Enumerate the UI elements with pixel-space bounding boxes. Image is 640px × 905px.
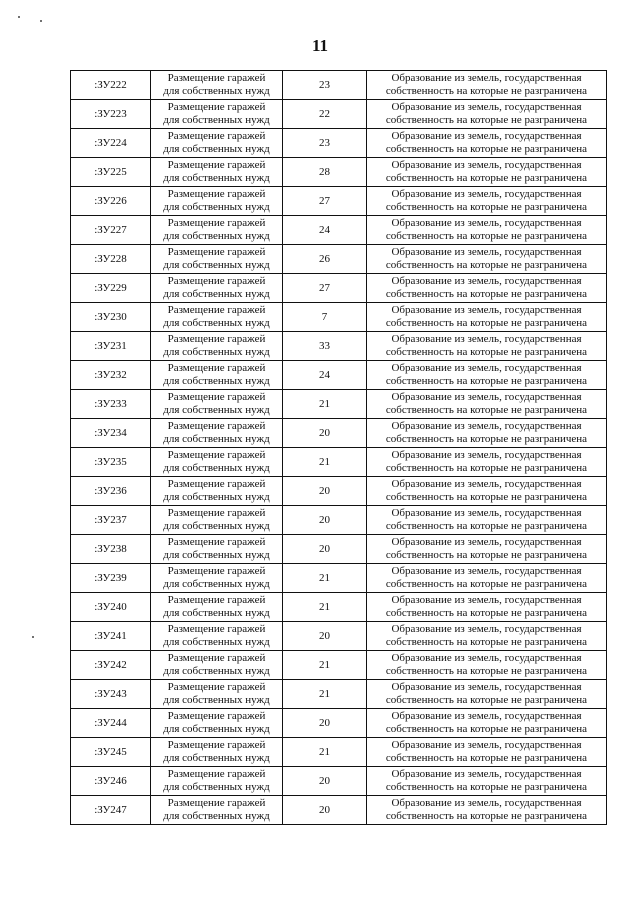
formation-method-line: Образование из земель, государственная	[391, 536, 582, 548]
permitted-use-line: для собственных нужд	[163, 230, 270, 242]
formation-method-line: Образование из земель, государственная	[391, 710, 582, 722]
area-cell: 7	[283, 303, 367, 332]
area-cell: 23	[283, 71, 367, 100]
formation-method-line: Образование из земель, государственная	[391, 188, 582, 200]
plot-id-cell: :ЗУ224	[71, 129, 151, 158]
formation-method-line: собственность на которые не разграничена	[385, 288, 588, 300]
permitted-use-line: для собственных нужд	[163, 317, 270, 329]
formation-method-cell	[367, 274, 607, 303]
formation-method-cell	[367, 71, 607, 100]
area-cell: 21	[283, 651, 367, 680]
table-row	[71, 477, 607, 506]
table-row	[71, 361, 607, 390]
table-row	[71, 100, 607, 129]
plot-id-cell: :ЗУ226	[71, 187, 151, 216]
formation-method-cell	[367, 622, 607, 651]
permitted-use-line: для собственных нужд	[163, 549, 270, 561]
table-row	[71, 651, 607, 680]
formation-method-line: собственность на которые не разграничена	[385, 665, 588, 677]
permitted-use-line: для собственных нужд	[163, 491, 270, 503]
area-cell: 20	[283, 796, 367, 825]
table-row	[71, 390, 607, 419]
area-cell: 20	[283, 477, 367, 506]
formation-method-line: Образование из земель, государственная	[391, 72, 582, 84]
area-cell: 26	[283, 245, 367, 274]
permitted-use-line: Размещение гаражей	[167, 101, 266, 113]
plot-id-cell: :ЗУ237	[71, 506, 151, 535]
permitted-use-line: Размещение гаражей	[167, 420, 266, 432]
formation-method-line: собственность на которые не разграничена	[385, 114, 588, 126]
formation-method-cell	[367, 506, 607, 535]
formation-method-line: собственность на которые не разграничена	[385, 433, 588, 445]
table-row	[71, 332, 607, 361]
plot-id-cell: :ЗУ244	[71, 709, 151, 738]
permitted-use-cell	[151, 245, 283, 274]
permitted-use-line: для собственных нужд	[163, 259, 270, 271]
table-row	[71, 129, 607, 158]
permitted-use-cell	[151, 216, 283, 245]
table-row	[71, 506, 607, 535]
area-cell: 21	[283, 593, 367, 622]
area-cell: 24	[283, 361, 367, 390]
permitted-use-line: для собственных нужд	[163, 462, 270, 474]
area-cell: 22	[283, 100, 367, 129]
table-row	[71, 245, 607, 274]
table-row	[71, 709, 607, 738]
formation-method-line: Образование из земель, государственная	[391, 275, 582, 287]
permitted-use-line: Размещение гаражей	[167, 159, 266, 171]
plot-id-cell: :ЗУ225	[71, 158, 151, 187]
permitted-use-line: для собственных нужд	[163, 288, 270, 300]
permitted-use-line: Размещение гаражей	[167, 275, 266, 287]
permitted-use-line: для собственных нужд	[163, 346, 270, 358]
area-cell: 20	[283, 622, 367, 651]
permitted-use-line: Размещение гаражей	[167, 217, 266, 229]
table-row	[71, 767, 607, 796]
permitted-use-cell	[151, 71, 283, 100]
table-row	[71, 158, 607, 187]
formation-method-line: Образование из земель, государственная	[391, 739, 582, 751]
formation-method-line: Образование из земель, государственная	[391, 159, 582, 171]
formation-method-cell	[367, 651, 607, 680]
permitted-use-line: Размещение гаражей	[167, 681, 266, 693]
permitted-use-line: Размещение гаражей	[167, 188, 266, 200]
formation-method-cell	[367, 564, 607, 593]
formation-method-line: собственность на которые не разграничена	[385, 85, 588, 97]
permitted-use-line: для собственных нужд	[163, 752, 270, 764]
formation-method-line: Образование из земель, государственная	[391, 623, 582, 635]
area-cell: 21	[283, 738, 367, 767]
permitted-use-line: для собственных нужд	[163, 201, 270, 213]
formation-method-cell	[367, 796, 607, 825]
permitted-use-line: для собственных нужд	[163, 114, 270, 126]
permitted-use-line: для собственных нужд	[163, 636, 270, 648]
permitted-use-cell	[151, 361, 283, 390]
permitted-use-line: для собственных нужд	[163, 520, 270, 532]
area-cell: 21	[283, 390, 367, 419]
table-row	[71, 564, 607, 593]
permitted-use-cell	[151, 622, 283, 651]
plot-id-cell: :ЗУ222	[71, 71, 151, 100]
formation-method-line: Образование из земель, государственная	[391, 507, 582, 519]
permitted-use-line: Размещение гаражей	[167, 304, 266, 316]
scan-speck	[32, 636, 34, 638]
area-cell: 21	[283, 448, 367, 477]
permitted-use-line: Размещение гаражей	[167, 362, 266, 374]
plot-id-cell: :ЗУ243	[71, 680, 151, 709]
permitted-use-line: Размещение гаражей	[167, 72, 266, 84]
formation-method-line: Образование из земель, государственная	[391, 391, 582, 403]
permitted-use-line: Размещение гаражей	[167, 594, 266, 606]
table-row	[71, 216, 607, 245]
formation-method-cell	[367, 187, 607, 216]
area-cell: 20	[283, 506, 367, 535]
permitted-use-line: для собственных нужд	[163, 607, 270, 619]
permitted-use-line: Размещение гаражей	[167, 391, 266, 403]
table-row	[71, 593, 607, 622]
area-cell: 27	[283, 187, 367, 216]
permitted-use-line: Размещение гаражей	[167, 536, 266, 548]
plot-id-cell: :ЗУ240	[71, 593, 151, 622]
permitted-use-line: Размещение гаражей	[167, 739, 266, 751]
permitted-use-line: для собственных нужд	[163, 172, 270, 184]
formation-method-cell	[367, 709, 607, 738]
permitted-use-cell	[151, 187, 283, 216]
area-cell: 33	[283, 332, 367, 361]
formation-method-line: Образование из земель, государственная	[391, 594, 582, 606]
formation-method-line: Образование из земель, государственная	[391, 304, 582, 316]
formation-method-line: Образование из земель, государственная	[391, 130, 582, 142]
area-cell: 28	[283, 158, 367, 187]
table-row	[71, 448, 607, 477]
formation-method-line: Образование из земель, государственная	[391, 217, 582, 229]
area-cell: 20	[283, 535, 367, 564]
plot-id-cell: :ЗУ230	[71, 303, 151, 332]
formation-method-cell	[367, 129, 607, 158]
formation-method-cell	[367, 303, 607, 332]
formation-method-line: Образование из земель, государственная	[391, 565, 582, 577]
formation-method-line: собственность на которые не разграничена	[385, 172, 588, 184]
permitted-use-line: Размещение гаражей	[167, 710, 266, 722]
formation-method-line: Образование из земель, государственная	[391, 101, 582, 113]
formation-method-line: собственность на которые не разграничена	[385, 201, 588, 213]
plot-id-cell: :ЗУ229	[71, 274, 151, 303]
formation-method-line: Образование из земель, государственная	[391, 362, 582, 374]
scan-speck	[18, 16, 20, 18]
plot-id-cell: :ЗУ247	[71, 796, 151, 825]
permitted-use-line: для собственных нужд	[163, 694, 270, 706]
permitted-use-line: Размещение гаражей	[167, 333, 266, 345]
permitted-use-line: Размещение гаражей	[167, 507, 266, 519]
formation-method-cell	[367, 738, 607, 767]
table-row	[71, 680, 607, 709]
formation-method-line: Образование из земель, государственная	[391, 652, 582, 664]
formation-method-line: собственность на которые не разграничена	[385, 143, 588, 155]
formation-method-cell	[367, 390, 607, 419]
formation-method-line: собственность на которые не разграничена	[385, 723, 588, 735]
table-row	[71, 738, 607, 767]
permitted-use-line: для собственных нужд	[163, 781, 270, 793]
formation-method-line: собственность на которые не разграничена	[385, 607, 588, 619]
permitted-use-cell	[151, 332, 283, 361]
table-row	[71, 71, 607, 100]
table-body	[71, 71, 607, 825]
formation-method-line: собственность на которые не разграничена	[385, 317, 588, 329]
plot-id-cell: :ЗУ231	[71, 332, 151, 361]
formation-method-cell	[367, 332, 607, 361]
permitted-use-cell	[151, 100, 283, 129]
plot-id-cell: :ЗУ245	[71, 738, 151, 767]
formation-method-cell	[367, 158, 607, 187]
permitted-use-line: для собственных нужд	[163, 578, 270, 590]
formation-method-cell	[367, 216, 607, 245]
table-row	[71, 622, 607, 651]
permitted-use-cell	[151, 506, 283, 535]
formation-method-line: Образование из земель, государственная	[391, 797, 582, 809]
permitted-use-line: для собственных нужд	[163, 433, 270, 445]
formation-method-line: собственность на которые не разграничена	[385, 549, 588, 561]
permitted-use-line: Размещение гаражей	[167, 797, 266, 809]
permitted-use-cell	[151, 593, 283, 622]
permitted-use-line: для собственных нужд	[163, 143, 270, 155]
plot-id-cell: :ЗУ228	[71, 245, 151, 274]
plot-id-cell: :ЗУ235	[71, 448, 151, 477]
formation-method-line: Образование из земель, государственная	[391, 478, 582, 490]
permitted-use-line: Размещение гаражей	[167, 623, 266, 635]
formation-method-line: Образование из земель, государственная	[391, 681, 582, 693]
formation-method-line: собственность на которые не разграничена	[385, 752, 588, 764]
permitted-use-cell	[151, 419, 283, 448]
formation-method-line: собственность на которые не разграничена	[385, 259, 588, 271]
formation-method-cell	[367, 593, 607, 622]
permitted-use-cell	[151, 535, 283, 564]
area-cell: 20	[283, 709, 367, 738]
area-cell: 27	[283, 274, 367, 303]
table-row	[71, 535, 607, 564]
table-row	[71, 419, 607, 448]
plot-id-cell: :ЗУ238	[71, 535, 151, 564]
permitted-use-cell	[151, 390, 283, 419]
formation-method-cell	[367, 535, 607, 564]
permitted-use-line: для собственных нужд	[163, 85, 270, 97]
table-row	[71, 303, 607, 332]
page-number: 11	[311, 36, 329, 55]
permitted-use-line: для собственных нужд	[163, 665, 270, 677]
formation-method-line: Образование из земель, государственная	[391, 333, 582, 345]
plot-id-cell: :ЗУ232	[71, 361, 151, 390]
permitted-use-cell	[151, 738, 283, 767]
area-cell: 23	[283, 129, 367, 158]
permitted-use-line: Размещение гаражей	[167, 449, 266, 461]
formation-method-line: Образование из земель, государственная	[391, 768, 582, 780]
formation-method-cell	[367, 100, 607, 129]
plot-id-cell: :ЗУ242	[71, 651, 151, 680]
permitted-use-line: Размещение гаражей	[167, 652, 266, 664]
formation-method-line: собственность на которые не разграничена	[385, 636, 588, 648]
formation-method-line: собственность на которые не разграничена	[385, 375, 588, 387]
formation-method-cell	[367, 361, 607, 390]
permitted-use-line: для собственных нужд	[163, 375, 270, 387]
formation-method-cell	[367, 245, 607, 274]
permitted-use-cell	[151, 796, 283, 825]
table-row	[71, 187, 607, 216]
plot-id-cell: :ЗУ246	[71, 767, 151, 796]
permitted-use-line: Размещение гаражей	[167, 478, 266, 490]
permitted-use-cell	[151, 564, 283, 593]
plot-id-cell: :ЗУ227	[71, 216, 151, 245]
formation-method-line: собственность на которые не разграничена	[385, 230, 588, 242]
permitted-use-line: Размещение гаражей	[167, 768, 266, 780]
formation-method-line: собственность на которые не разграничена	[385, 462, 588, 474]
area-cell: 20	[283, 767, 367, 796]
formation-method-line: собственность на которые не разграничена	[385, 810, 588, 822]
permitted-use-line: Размещение гаражей	[167, 565, 266, 577]
permitted-use-cell	[151, 448, 283, 477]
table-row	[71, 796, 607, 825]
plot-id-cell: :ЗУ223	[71, 100, 151, 129]
permitted-use-line: для собственных нужд	[163, 404, 270, 416]
formation-method-line: собственность на которые не разграничена	[385, 694, 588, 706]
permitted-use-cell	[151, 129, 283, 158]
formation-method-cell	[367, 767, 607, 796]
permitted-use-cell	[151, 158, 283, 187]
formation-method-line: собственность на которые не разграничена	[385, 520, 588, 532]
permitted-use-line: Размещение гаражей	[167, 246, 266, 258]
permitted-use-line: Размещение гаражей	[167, 130, 266, 142]
formation-method-cell	[367, 419, 607, 448]
formation-method-cell	[367, 680, 607, 709]
plot-id-cell: :ЗУ241	[71, 622, 151, 651]
formation-method-line: собственность на которые не разграничена	[385, 404, 588, 416]
permitted-use-cell	[151, 709, 283, 738]
permitted-use-cell	[151, 274, 283, 303]
area-cell: 20	[283, 419, 367, 448]
formation-method-cell	[367, 477, 607, 506]
permitted-use-cell	[151, 477, 283, 506]
permitted-use-line: для собственных нужд	[163, 723, 270, 735]
permitted-use-line: для собственных нужд	[163, 810, 270, 822]
area-cell: 21	[283, 564, 367, 593]
plot-id-cell: :ЗУ239	[71, 564, 151, 593]
formation-method-line: собственность на которые не разграничена	[385, 578, 588, 590]
formation-method-line: собственность на которые не разграничена	[385, 781, 588, 793]
plot-id-cell: :ЗУ234	[71, 419, 151, 448]
table-row	[71, 274, 607, 303]
area-cell: 21	[283, 680, 367, 709]
formation-method-line: Образование из земель, государственная	[391, 246, 582, 258]
scan-speck	[40, 20, 42, 22]
permitted-use-cell	[151, 303, 283, 332]
land-plots-table	[70, 70, 607, 825]
area-cell: 24	[283, 216, 367, 245]
formation-method-line: Образование из земель, государственная	[391, 449, 582, 461]
formation-method-line: Образование из земель, государственная	[391, 420, 582, 432]
permitted-use-cell	[151, 651, 283, 680]
plot-id-cell: :ЗУ233	[71, 390, 151, 419]
permitted-use-cell	[151, 680, 283, 709]
formation-method-line: собственность на которые не разграничена	[385, 346, 588, 358]
permitted-use-cell	[151, 767, 283, 796]
formation-method-cell	[367, 448, 607, 477]
formation-method-line: собственность на которые не разграничена	[385, 491, 588, 503]
plot-id-cell: :ЗУ236	[71, 477, 151, 506]
